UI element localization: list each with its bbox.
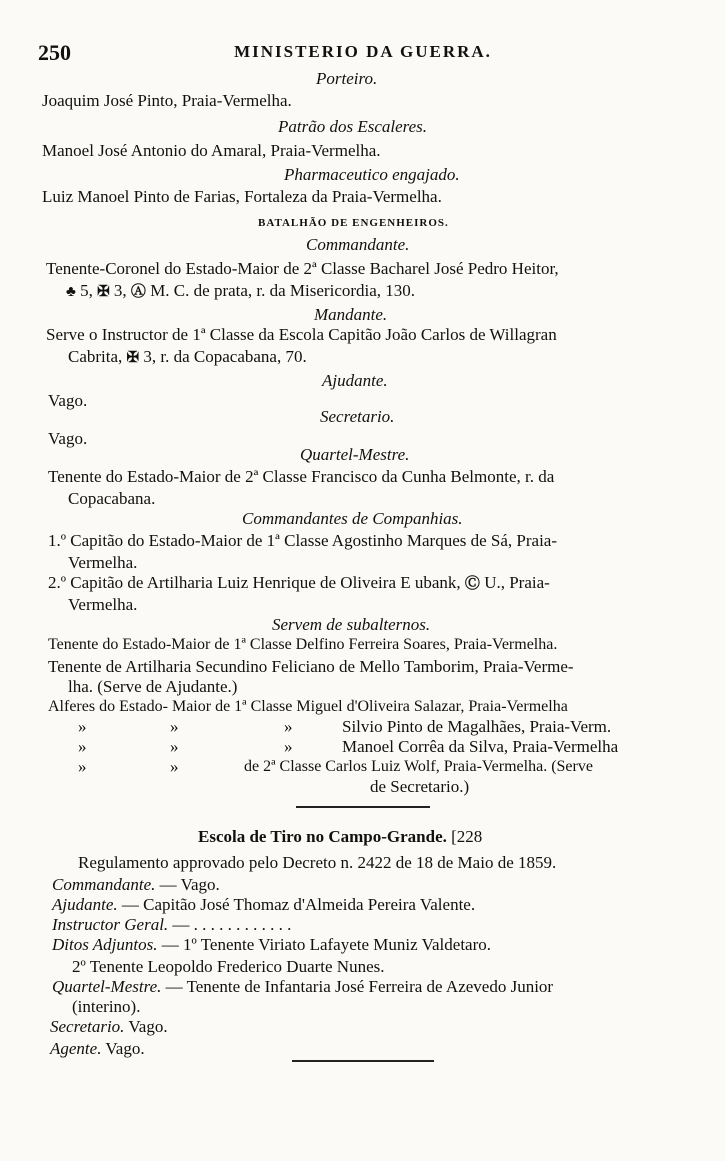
escola-commandante: Commandante. — Vago. — [52, 875, 220, 894]
entry-commandante-line1: Tenente-Coronel do Estado-Maior de 2ª Classe Bacharel José Pedro Heitor, — [46, 259, 559, 278]
escola-agente: Agente. Vago. — [50, 1039, 145, 1058]
entry-mandante-line1: Serve o Instructor de 1ª Classe da Escola Capitão João Carlos de Willagran — [46, 325, 557, 344]
heading-porteiro: Porteiro. — [316, 69, 378, 88]
escola-quartel-mestre: Quartel-Mestre. — Tenente de Infantaria José Ferreira de Azevedo Junior — [52, 977, 554, 996]
entry-companhia-2-line2: Vermelha. — [68, 595, 138, 614]
heading-patrao: Patrão dos Escaleres. — [278, 117, 428, 136]
heading-commandante: Commandante. — [306, 235, 410, 254]
entry-subalterno-6-line1: de 2ª Classe Carlos Luiz Wolf, Praia-Vermelha. (Serve — [244, 758, 593, 775]
entry-commandante-line2: ♣ 5, ✠ 3, Ⓐ M. C. de prata, r. da Misericordia, 130. — [66, 281, 416, 300]
circled-a-symbol: Ⓐ — [130, 284, 146, 300]
entry-porteiro: Joaquim José Pinto, Praia-Vermelha. — [42, 91, 292, 110]
entry-ajudante: Vago. — [48, 391, 88, 410]
entry-companhia-1-line2: Vermelha. — [68, 553, 138, 572]
heading-escola-de-tiro: Escola de Tiro no Campo-Grande. [228 — [198, 827, 483, 846]
ditto-mark: » — [170, 717, 179, 736]
entry-secretario: Vago. — [48, 429, 88, 448]
circled-c-symbol: Ⓒ — [464, 576, 480, 592]
page-number: 250 — [38, 40, 71, 65]
cross-symbol: ✠ — [97, 284, 110, 300]
entry-subalterno-3: Alferes do Estado- Maior de 1ª Classe Miguel d'Oliveira Salazar, Praia-Vermelha — [48, 698, 568, 715]
order-symbol-1: ♣ — [66, 284, 76, 300]
entry-quartel-line2: Copacabana. — [68, 489, 156, 508]
page-header — [38, 40, 688, 66]
entry-subalterno-4: Silvio Pinto de Magalhães, Praia-Verm. — [342, 717, 612, 736]
heading-ajudante: Ajudante. — [322, 371, 388, 390]
section-divider — [296, 806, 430, 808]
heading-secretario: Secretario. — [320, 407, 395, 426]
escola-ditos-adjuntos-2: 2º Tenente Leopoldo Frederico Duarte Nunes. — [72, 957, 385, 976]
ditto-mark: » — [78, 757, 87, 776]
heading-subalternos: Servem de subalternos. — [272, 615, 431, 634]
section-divider — [292, 1060, 434, 1062]
ditto-mark: » — [78, 737, 87, 756]
escola-ajudante: Ajudante. — Capitão José Thomaz d'Almeida Pereira Valente. — [52, 895, 476, 914]
ditto-mark: » — [284, 717, 293, 736]
entry-mandante-line2: Cabrita, ✠ 3, r. da Copacabana, 70. — [68, 347, 307, 366]
cross-symbol: ✠ — [126, 350, 140, 366]
entry-subalterno-1: Tenente do Estado-Maior de 1ª Classe Delfino Ferreira Soares, Praia-Vermelha. — [48, 636, 558, 653]
ditto-mark: » — [284, 737, 293, 756]
entry-quartel-line1: Tenente do Estado-Maior de 2ª Classe Francisco da Cunha Belmonte, r. da — [48, 467, 555, 486]
ditto-mark: » — [170, 737, 179, 756]
entry-companhia-2-line1: 2.º Capitão de Artilharia Luiz Henrique de Oliveira E ubank, Ⓒ U., Praia- — [48, 573, 550, 592]
heading-batalhao: BATALHÃO DE ENGENHEIROS. — [258, 217, 449, 229]
entry-subalterno-2-line1: Tenente de Artilharia Secundino Feliciano de Mello Tamborim, Praia-Verme- — [48, 657, 574, 676]
entry-pharmaceutico: Luiz Manoel Pinto de Farias, Fortaleza da Praia-Vermelha. — [42, 187, 442, 206]
escola-instructor: Instructor Geral. — . . . . . . . . . . . . — [52, 915, 292, 934]
heading-pharmaceutico: Pharmaceutico engajado. — [284, 165, 460, 184]
entry-companhia-1-line1: 1.º Capitão do Estado-Maior de 1ª Classe Agostinho Marques de Sá, Praia- — [48, 531, 558, 550]
escola-secretario: Secretario. Vago. — [50, 1017, 168, 1036]
entry-patrao: Manoel José Antonio do Amaral, Praia-Vermelha. — [42, 141, 381, 160]
entry-subalterno-5: Manoel Corrêa da Silva, Praia-Vermelha — [342, 737, 619, 756]
entry-subalterno-6-line2: de Secretario.) — [370, 777, 470, 796]
escola-ditos-adjuntos: Ditos Adjuntos. — 1º Tenente Viriato Lafayete Muniz Valdetaro. — [52, 935, 491, 954]
heading-mandante: Mandante. — [314, 305, 388, 324]
heading-companhias: Commandantes de Companhias. — [242, 509, 463, 528]
heading-quartel-mestre: Quartel-Mestre. — [300, 445, 410, 464]
escola-quartel-mestre-2: (interino). — [72, 997, 141, 1016]
running-head: MINISTERIO DA GUERRA. — [234, 42, 492, 61]
ditto-mark: » — [170, 757, 179, 776]
escola-regulamento: Regulamento approvado pelo Decreto n. 2422 de 18 de Maio de 1859. — [78, 853, 557, 872]
ditto-mark: » — [78, 717, 87, 736]
entry-subalterno-2-line2: lha. (Serve de Ajudante.) — [68, 677, 238, 696]
